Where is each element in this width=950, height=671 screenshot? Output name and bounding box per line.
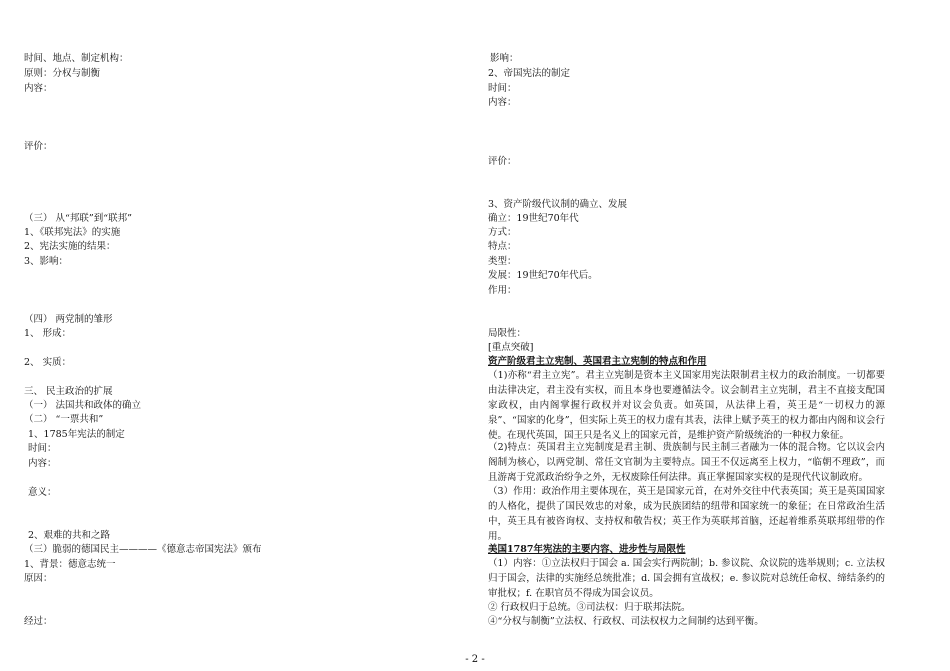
left-line-formation: 1、 形成： (24, 328, 72, 339)
right-heading-constitutional-monarchy: 资产阶级君主立宪制、英国君主立宪制的特点和作用 (488, 356, 707, 367)
right-line-content: 内容： (488, 97, 517, 108)
right-paragraph-definition: （1)亦称“君主立宪”。君主立宪制是资本主义国家用宪法限制君主权力的政治制度。一切都要由法律决定，君主没有实权，而且本身也要遵循法令。议会制君主立宪制，君主不直接支配国家政权，由内阁掌握行政权并对议会负责。如英国，从法律上看，英王是“一切权力的源泉”、“国家的化身”，但实际上英王的权力虚有其表，法律上赋予英王的权力都由内阁和议会行使。在现代英国，国王只是名义上的国家元首，是维护资产阶级统治的一种权力象征。 (488, 370, 885, 441)
left-line-reason: 原因： (24, 573, 53, 584)
left-line-influence: 3、影响： (24, 256, 69, 267)
right-line-evaluation: 评价： (488, 156, 517, 167)
left-line-time: 时间： (28, 443, 57, 454)
right-line-executive: ② 行政权归于总统。③司法权：归于联邦法院。 (488, 602, 691, 613)
right-line-checks-balances: ④“分权与制衡”立法权、行政权、司法权权力之间制约达到平衡。 (488, 616, 764, 627)
left-line-one-vote: （二） “一票共和” (24, 414, 104, 425)
right-line-influence: 影响： (490, 53, 519, 64)
right-line-empire-constitution: 2、帝国宪法的制定 (488, 68, 571, 79)
right-line-development: 发展：19世纪70年代后。 (488, 270, 598, 281)
right-line-types: 类型： (488, 256, 517, 267)
page-number: - 2 - (465, 654, 485, 665)
left-line-content-2: 内容： (28, 458, 57, 469)
left-heading-two-party: （四） 两党制的雏形 (24, 314, 113, 325)
left-line-time-place: 时间、地点、制定机构： (24, 53, 129, 64)
left-heading-confederation: （三） 从“邦联”到“联邦” (24, 213, 132, 224)
left-line-essence: 2、 实质： (24, 357, 72, 368)
left-line-hard-road: 2、艰难的共和之路 (28, 530, 111, 541)
right-line-time: 时间： (488, 83, 517, 94)
left-heading-germany: （三）脆弱的德国民主————《德意志帝国宪法》颁布 (24, 544, 262, 555)
right-paragraph-content: （1）内容：①立法权归于国会 a. 国会实行两院制；b. 参议院、众议院的选举规则；c. 立法权归于国会，法律的实施经总统批准；d. 国会拥有宣战权；e. 参议院对总统任命权、缔结条约的审批权；f. 在职官员不得成为国会议员。 (488, 558, 885, 599)
left-line-background: 1、背景：德意志统一 (24, 559, 116, 570)
left-line-principle: 原则：分权与制衡 (24, 68, 101, 79)
right-line-limitation: 局限性： (488, 328, 527, 339)
right-line-key-points: [重点突破] (488, 342, 534, 353)
left-line-meaning: 意义： (28, 487, 57, 498)
left-line-result: 2、宪法实施的结果： (24, 241, 116, 252)
right-line-features: 特点： (488, 241, 517, 252)
right-line-established: 确立：19世纪70年代 (488, 213, 579, 224)
right-line-role: 作用： (488, 285, 517, 296)
left-line-1785-constitution: 1、1785年宪法的制定 (28, 429, 125, 440)
right-line-method: 方式： (488, 227, 517, 238)
left-line-process: 经过： (24, 616, 53, 627)
left-line-evaluation: 评价： (24, 141, 53, 152)
left-line-content: 内容： (24, 83, 53, 94)
left-line-constitution-implement: 1、《联邦宪法》的实施 (24, 227, 121, 238)
right-paragraph-features: （2)特点：英国君主立宪制度是君主制、贵族制与民主制三者融为一体的混合物。它以议会内阁制为核心，以两党制、常任文官制为主要特点。国王不仅远离至上权力，“临朝不理政”，而且游离于党派政治纷争之外，无权废除任何法律。真正掌握国家实权的是现代代议制政府。 (488, 442, 885, 483)
right-heading-us-constitution: 美国1787年宪法的主要内容、进步性与局限性 (488, 544, 686, 555)
left-heading-democracy: 三、 民主政治的扩展 (24, 386, 113, 397)
right-paragraph-role: （3）作用：政治作用主要体现在，英王是国家元首，在对外交往中代表英国；英王是英国国家的人格化，提供了国民效忠的对象，成为民族团结的纽带和国家统一的象征；在日常政治生活中，英王具有被咨询权、支持权和敬告权；英王作为英联邦首脑，还起着维系英联邦纽带的作用。 (488, 486, 885, 542)
right-heading-representative: 3、资产阶级代议制的确立、发展 (488, 199, 628, 210)
left-line-france-republic: （一） 法国共和政体的确立 (24, 400, 142, 411)
